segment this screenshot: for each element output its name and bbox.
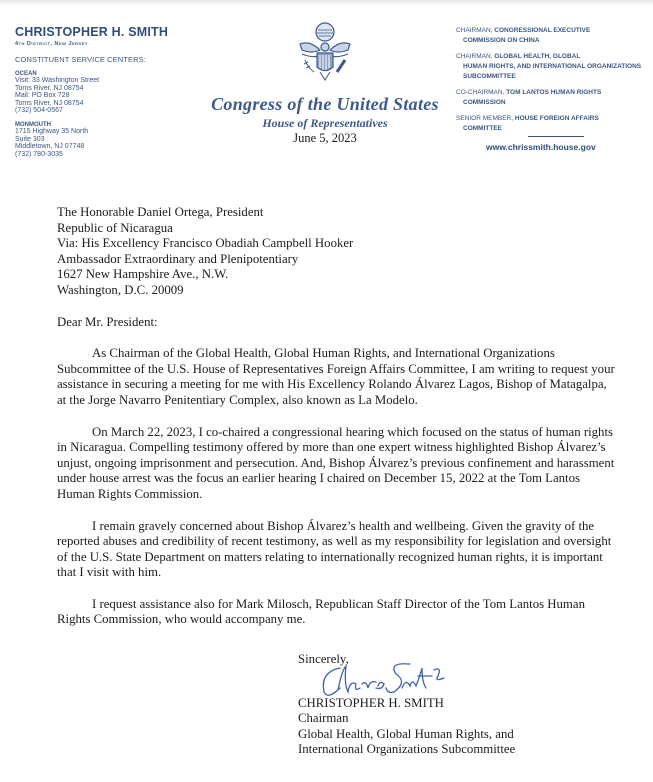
signature-block	[298, 652, 515, 758]
role-item: CHAIRMAN, GLOBAL HEALTH, GLOBAL HUMAN RIGHTS, AND INTERNATIONAL ORGANIZATIONS SUBCOMMITTEE	[456, 53, 642, 80]
letter-body	[57, 205, 617, 628]
office-line: 1715 Highway 35 North	[15, 127, 89, 135]
role-item: CO-CHAIRMAN, TOM LANTOS HUMAN RIGHTS COMMISSION	[456, 89, 602, 106]
office-name: MONMOUTH	[15, 121, 51, 128]
office-line: Mail: PO Box 728	[15, 92, 70, 100]
address-line: Washington, D.C. 20009	[57, 282, 184, 297]
letter-date: June 5, 2023	[293, 131, 357, 145]
address-line: Via: His Excellency Francisco Obadiah Campbell Hooker	[57, 236, 354, 251]
office-line: Visit: 33 Washington Street	[15, 77, 100, 84]
signer-org-line: Global Health, Global Human Rights, and	[298, 726, 514, 741]
constituent-heading: CONSTITUENT SERVICE CENTERS:	[15, 55, 146, 64]
office-line: Middletown, NJ 07748	[15, 143, 85, 151]
valediction: Sincerely,	[298, 652, 349, 666]
letterhead-left	[15, 25, 195, 158]
body-paragraph: On March 22, 2023, I co-chaired a congressional hearing which focused on the status of human rights in Nicaragua. Compelling testimony offered by more than one expert witness highlighted Bishop Álvarez’s unjust, ongoing imprisonment and persecution. And, Bishop Álvarez’s previous confinement and harassment under house arrest was the focus an earlier hearing I chaired on December 15, 2022 at the Tom Lantos Human Rights Commission.	[57, 424, 615, 501]
website-link[interactable]: www.chrissmith.house.gov	[486, 142, 596, 152]
handwritten-signature-icon	[318, 658, 458, 702]
scan-top-shadow	[0, 0, 653, 6]
signer-name: CHRISTOPHER H. SMITH	[298, 695, 444, 710]
office-line: (732) 780-3035	[15, 150, 63, 158]
chamber-name: House of Representatives	[262, 116, 388, 130]
member-district: 4th District, New Jersey	[15, 41, 89, 47]
institution-name: Congress of the United States	[211, 94, 439, 114]
letterhead-center	[190, 20, 460, 146]
signer-title: Chairman	[298, 711, 349, 726]
address-line: 1627 New Hampshire Ave., N.W.	[57, 267, 229, 282]
office-name: OCEAN	[15, 71, 37, 77]
divider	[528, 136, 584, 137]
body-paragraph: I remain gravely concerned about Bishop Álvarez’s health and wellbeing. Given the gravity of the reported abuses and credibility of recent testimony, as well as my responsibility for legislation and oversight of the U.S. State Department on matters relating to internationally recognized human rights, it is important that I visit with him.	[57, 518, 612, 580]
salutation: Dear Mr. President:	[57, 314, 158, 329]
member-name: CHRISTOPHER H. SMITH	[15, 25, 169, 39]
address-line: Ambassador Extraordinary and Plenipotentiary	[57, 251, 299, 266]
body-paragraph: I request assistance also for Mark Milosch, Republican Staff Director of the Tom Lantos Human Rights Commission, who would accompany me.	[57, 596, 585, 627]
office-line: Suite 303	[15, 135, 45, 143]
great-seal-eagle-icon	[290, 20, 360, 90]
address-line: Republic of Nicaragua	[57, 220, 173, 235]
role-item: CHAIRMAN, CONGRESSIONAL EXECUTIVE COMMISSION ON CHINA	[456, 27, 591, 44]
body-paragraph: As Chairman of the Global Health, Global Human Rights, and International Organizations Subcommittee of the U.S. House of Representatives Foreign Affairs Committee, I am writing to request your assistance in securing a meeting for me with His Excellency Rolando Álvarez Lagos, Bishop of Matagalpa, at the Jorge Navarro Penitentiary Complex, also known as La Modelo.	[57, 346, 615, 407]
recipient-address	[57, 205, 617, 299]
office-monmouth	[15, 122, 195, 158]
office-ocean	[15, 71, 195, 115]
office-line: Toms River, NJ 08754	[15, 99, 84, 107]
office-line: Toms River, NJ 08754	[15, 84, 84, 92]
letterhead-right	[456, 26, 651, 152]
role-item: SENIOR MEMBER, HOUSE FOREIGN AFFAIRS COMMITTEE	[456, 115, 599, 132]
address-line: The Honorable Daniel Ortega, President	[57, 205, 264, 219]
signer-org-line: International Organizations Subcommittee	[298, 742, 516, 757]
office-line: (732) 504-0567	[15, 107, 63, 115]
